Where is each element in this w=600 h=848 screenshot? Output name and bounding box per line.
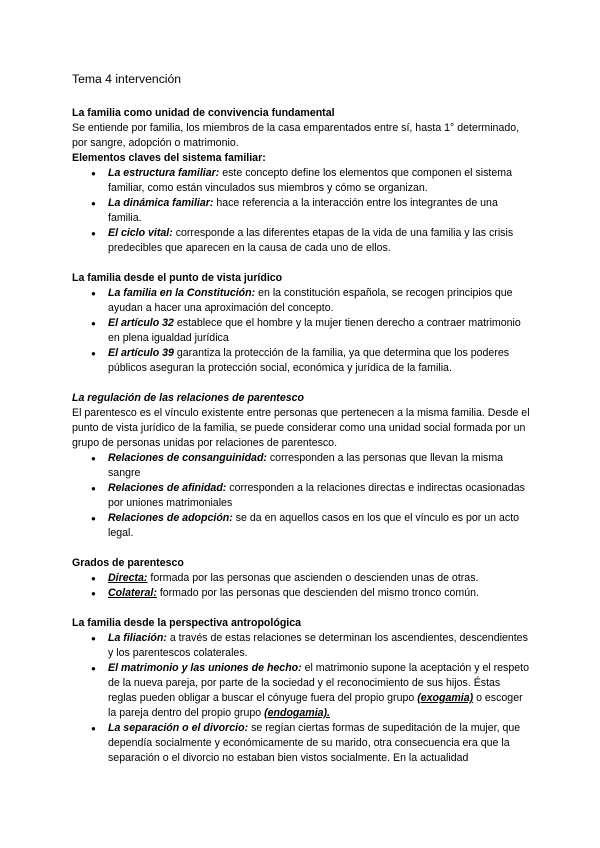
list-item-text: se da en aquellos casos en los que el vínculo es por un acto legal. bbox=[108, 512, 520, 539]
list-item bbox=[108, 166, 530, 196]
list-item bbox=[108, 286, 530, 316]
list-item-text: o escoger la pareja dentro del propio grupo bbox=[108, 692, 523, 719]
list-item-term: La separación o el divorcio: bbox=[108, 722, 249, 734]
list-item-term: El ciclo vital: bbox=[108, 227, 173, 239]
section-heading: La familia como unidad de convivencia fundamental bbox=[72, 107, 335, 119]
list-item bbox=[108, 571, 530, 586]
list-item-text: corresponde a las diferentes etapas de la vida de una familia y las crisis predecibles que aparecen en la causa de cada uno de ellos. bbox=[108, 227, 514, 254]
list-item-text: el matrimonio supone la aceptación y el respeto de la nueva pareja, por parte de la sociedad y el reconocimiento de sus hijos. Éstas reglas pueden obligar a buscar el cónyuge fuera del propio grupo bbox=[108, 662, 529, 704]
section-heading: La regulación de las relaciones de parentesco bbox=[72, 392, 304, 404]
list-item bbox=[108, 586, 530, 601]
list-item-text: establece que el hombre y la mujer tienen derecho a contraer matrimonio en plena igualdad jurídica bbox=[108, 317, 521, 344]
list-item-term: Colateral: bbox=[108, 587, 157, 599]
subsection-heading: Elementos claves del sistema familiar: bbox=[72, 152, 266, 164]
list-item bbox=[108, 631, 530, 661]
section-heading: Grados de parentesco bbox=[72, 557, 184, 569]
bullet-list bbox=[72, 166, 530, 256]
list-item bbox=[108, 346, 530, 376]
endogamia-term: (endogamia). bbox=[264, 707, 330, 719]
list-item-text: corresponden a las personas que llevan la misma sangre bbox=[108, 452, 504, 479]
list-item-text: se regían ciertas formas de supeditación de la mujer, que dependía socialmente y económicamente de su marido, otra consecuencia era que la separación o el divorcio no estaban bien vistos socialmente. En la actualidad bbox=[108, 722, 521, 764]
list-item-term: Relaciones de adopción: bbox=[108, 512, 233, 524]
list-item-term: La dinámica familiar: bbox=[108, 197, 214, 209]
bullet-list bbox=[72, 451, 530, 541]
list-item-term: El matrimonio y las uniones de hecho: bbox=[108, 662, 302, 674]
list-item-text: este concepto define los elementos que componen el sistema familiar, como están vinculados sus miembros y cómo se organizan. bbox=[108, 167, 512, 194]
list-item-term: La filiación: bbox=[108, 632, 167, 644]
section-kinship-regulation bbox=[72, 391, 530, 541]
list-item-text: en la constitución española, se recogen principios que ayudan a hacer una aproximación del concepto. bbox=[108, 287, 513, 314]
section-heading: La familia desde el punto de vista jurídico bbox=[72, 272, 283, 284]
list-item-text: hace referencia a la interacción entre los integrantes de una familia. bbox=[108, 197, 498, 224]
list-item bbox=[108, 721, 530, 766]
list-item bbox=[108, 481, 530, 511]
list-item bbox=[108, 451, 530, 481]
bullet-list bbox=[72, 631, 530, 766]
list-item-term: Relaciones de consanguinidad: bbox=[108, 452, 267, 464]
list-item bbox=[108, 661, 530, 721]
list-item-text: formada por las personas que ascienden o descienden unas de otras. bbox=[147, 572, 479, 584]
list-item-text: corresponden a la relaciones directas e indirectas ocasionadas por uniones matrimoniales bbox=[108, 482, 525, 509]
section-kinship-degrees bbox=[72, 556, 530, 601]
exogamia-term: (exogamia) bbox=[417, 692, 474, 704]
section-anthropological-view bbox=[72, 616, 530, 766]
list-item-text: a través de estas relaciones se determinan los ascendientes, descendientes y los parentescos colaterales. bbox=[108, 632, 528, 659]
list-item-text: formado por las personas que descienden del mismo tronco común. bbox=[156, 587, 479, 599]
list-item-term: La estructura familiar: bbox=[108, 167, 220, 179]
list-item-term: El artículo 32 bbox=[108, 317, 174, 329]
list-item-text: garantiza la protección de la familia, ya que determina que los poderes públicos aseguran la protección social, económica y jurídica de la familia. bbox=[108, 347, 510, 374]
section-legal-view bbox=[72, 271, 530, 376]
list-item-term: La familia en la Constitución: bbox=[108, 287, 256, 299]
list-item-term: El artículo 39 bbox=[108, 347, 174, 359]
section-family-unit bbox=[72, 106, 530, 256]
list-item-term: Relaciones de afinidad: bbox=[108, 482, 227, 494]
list-item bbox=[108, 511, 530, 541]
section-heading: La familia desde la perspectiva antropológica bbox=[72, 617, 302, 629]
list-item bbox=[108, 316, 530, 346]
list-item bbox=[108, 226, 530, 256]
section-paragraph: El parentesco es el vínculo existente entre personas que pertenecen a la misma familia. Desde el punto de vista jurídico de la familia, se puede considerar como una unidad social formada por un grupo de personas unidas por relaciones de parentesco. bbox=[72, 407, 530, 449]
bullet-list bbox=[72, 286, 530, 376]
section-paragraph: Se entiende por familia, los miembros de la casa emparentados entre sí, hasta 1° determinado, por sangre, adopción o matrimonio. bbox=[72, 122, 520, 149]
document-title: Tema 4 intervención bbox=[72, 72, 182, 86]
list-item bbox=[108, 196, 530, 226]
bullet-list bbox=[72, 571, 530, 601]
list-item-term: Directa: bbox=[108, 572, 148, 584]
